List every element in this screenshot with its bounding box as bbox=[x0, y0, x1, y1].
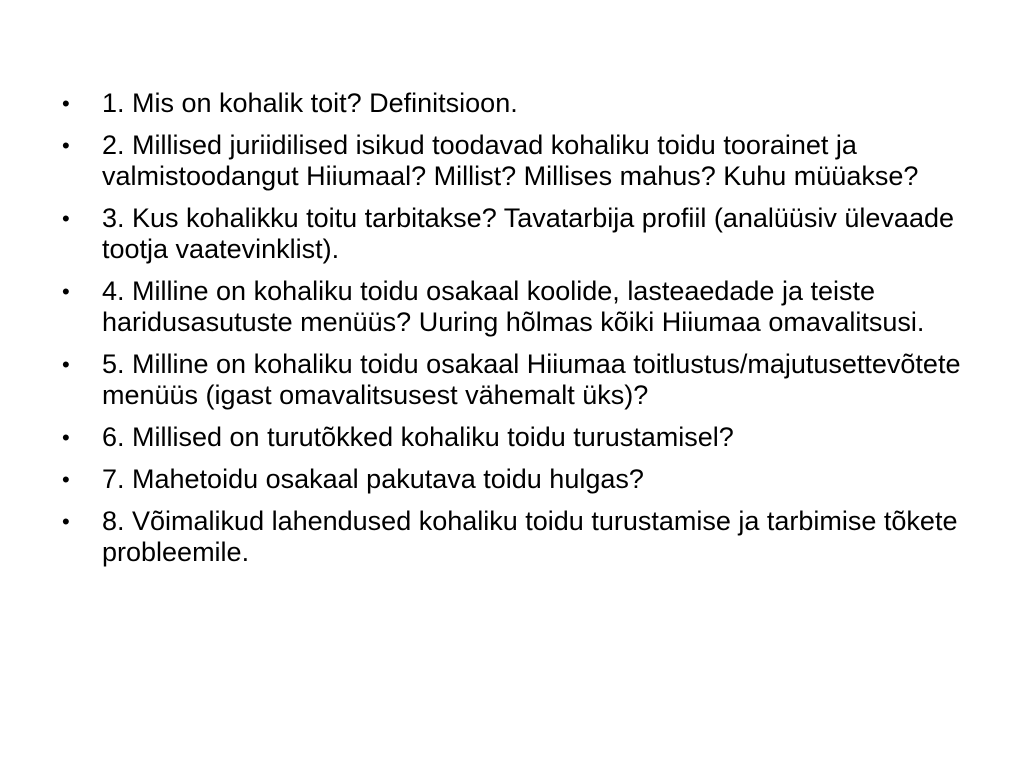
list-item-text: 8. Võimalikud lahendused kohaliku toidu turustamise ja tarbimise tõkete probleemile. bbox=[102, 506, 958, 567]
bullet-dot: • bbox=[62, 467, 70, 492]
list-item bbox=[62, 506, 962, 568]
list-item-text: 3. Kus kohalikku toitu tarbitakse? Tavatarbija profiil (analüüsiv ülevaade tootja vaatevinklist). bbox=[102, 203, 954, 264]
list-item bbox=[62, 88, 962, 119]
list-item bbox=[62, 203, 962, 265]
bullet-dot: • bbox=[62, 425, 70, 450]
list-item-text: 1. Mis on kohalik toit? Definitsioon. bbox=[102, 88, 518, 118]
bullet-list bbox=[62, 88, 962, 579]
bullet-dot: • bbox=[62, 279, 70, 304]
list-item-text: 6. Millised on turutõkked kohaliku toidu turustamisel? bbox=[102, 422, 734, 452]
list-item bbox=[62, 349, 962, 411]
list-item bbox=[62, 276, 962, 338]
list-item-text: 4. Milline on kohaliku toidu osakaal koolide, lasteaedade ja teiste haridusasutuste menüüs? Uuring hõlmas kõiki Hiiumaa omavalitsusi. bbox=[102, 276, 925, 337]
list-item bbox=[62, 130, 962, 192]
bullet-dot: • bbox=[62, 352, 70, 377]
bullet-dot: • bbox=[62, 206, 70, 231]
list-item-text: 7. Mahetoidu osakaal pakutava toidu hulgas? bbox=[102, 464, 644, 494]
bullet-dot: • bbox=[62, 509, 70, 534]
list-item bbox=[62, 422, 962, 453]
list-item-text: 5. Milline on kohaliku toidu osakaal Hiiumaa toitlustus/majutusettevõtete menüüs (igast omavalitsusest vähemalt üks)? bbox=[102, 349, 961, 410]
bullet-dot: • bbox=[62, 133, 70, 158]
bullet-dot: • bbox=[62, 91, 70, 116]
list-item-text: 2. Millised juriidilised isikud toodavad kohaliku toidu toorainet ja valmistoodangut Hiiumaal? Millist? Millises mahus? Kuhu müüakse? bbox=[102, 130, 919, 191]
list-item bbox=[62, 464, 962, 495]
